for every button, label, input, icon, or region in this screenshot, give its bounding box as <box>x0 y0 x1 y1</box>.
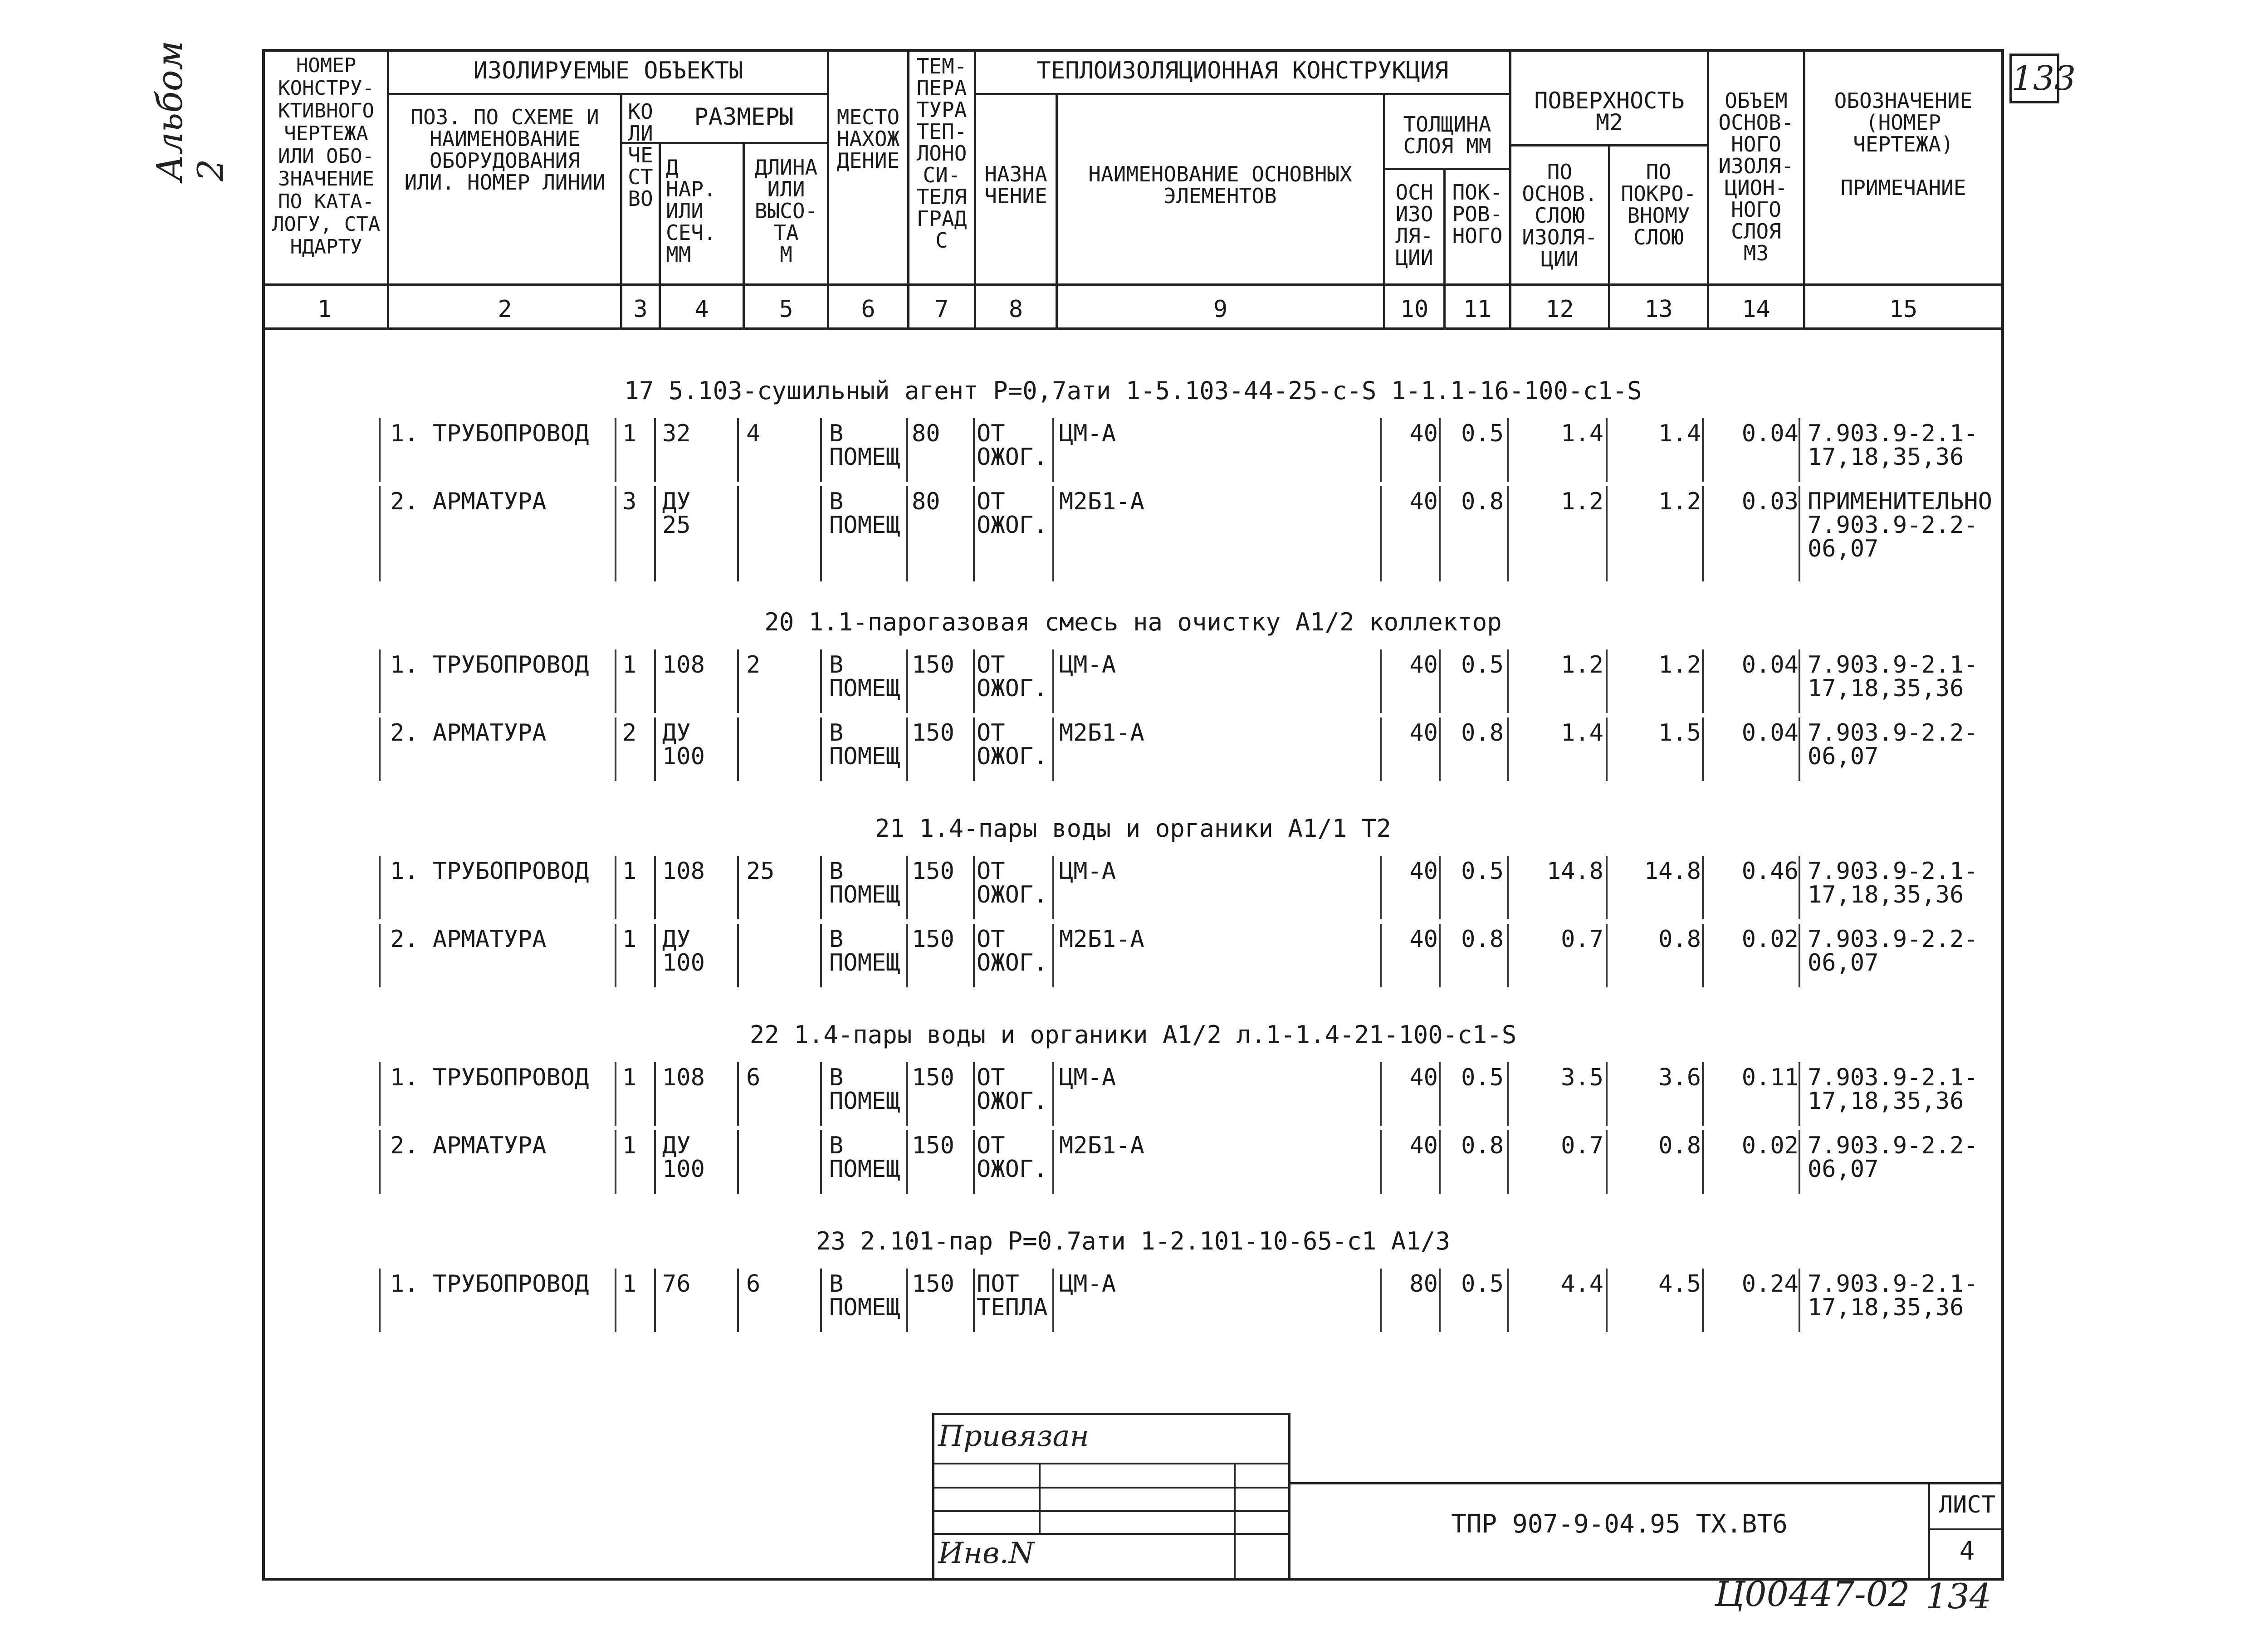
header-construction: ТЕПЛОИЗОЛЯЦИОННАЯ КОНСТРУКЦИЯ <box>1036 57 1449 84</box>
stamp-list-number: 4 <box>1959 1537 1975 1566</box>
table-cell-s-cover: 0.8 <box>1658 926 1701 953</box>
table-cell-note: 7.903.9-2.2- 06,07 <box>1808 719 1978 770</box>
table-cell-temp: 80 <box>912 488 940 515</box>
table-cell-place: В ПОМЕЩ <box>829 651 900 702</box>
row-divider <box>615 418 616 482</box>
row-divider <box>654 856 656 919</box>
row-divider <box>1507 924 1509 987</box>
table-cell-vol: 0.04 <box>1741 420 1799 447</box>
table-cell-s-cover: 1.4 <box>1658 420 1701 447</box>
table-cell-purpose: ОТ ОЖОГ. <box>977 719 1048 770</box>
row-divider <box>654 486 656 581</box>
row-divider <box>379 856 381 919</box>
side-note: Альбом 2 <box>150 40 231 181</box>
table-cell-note: 7.903.9-2.1- 17,18,35,36 <box>1808 651 1978 702</box>
table-cell-purpose: ОТ ОЖОГ. <box>977 1132 1048 1183</box>
header-c10: ОСН ИЗО ЛЯ- ЦИИ <box>1395 180 1433 270</box>
table-cell-elements: М2Б1-А <box>1059 719 1144 747</box>
row-divider <box>615 1062 616 1126</box>
row-divider <box>1439 1269 1441 1332</box>
table-cell-s-cover: 1.5 <box>1658 719 1701 747</box>
header-c14: ОБЪЕМ ОСНОВ- НОГО ИЗОЛЯ- ЦИОН- НОГО СЛОЯ М3 <box>1718 88 1794 265</box>
table-cell-place: В ПОМЕЩ <box>829 1064 900 1115</box>
table-cell-d: ДУ 100 <box>662 926 705 976</box>
table-cell-purpose: ОТ ОЖОГ. <box>977 488 1048 539</box>
row-divider <box>654 418 656 482</box>
table-cell-d: 108 <box>662 651 705 678</box>
table-cell-vol: 0.46 <box>1741 858 1799 885</box>
table-cell-note: 7.903.9-2.1- 17,18,35,36 <box>1808 420 1978 471</box>
table-cell-elements: М2Б1-А <box>1059 1132 1144 1159</box>
row-divider <box>1439 924 1441 987</box>
table-cell-t-main: 40 <box>1409 858 1438 885</box>
table-cell-t-main: 40 <box>1409 420 1438 447</box>
table-cell-qty: 1 <box>622 420 637 447</box>
row-divider <box>1799 486 1800 581</box>
row-divider <box>1507 1130 1509 1194</box>
row-divider <box>1799 418 1800 482</box>
table-cell-d: ДУ 100 <box>662 1132 705 1183</box>
row-divider <box>1702 418 1704 482</box>
col-number: 13 <box>1644 296 1673 323</box>
table-cell-temp: 150 <box>912 1132 954 1159</box>
table-cell-note: 7.903.9-2.2- 06,07 <box>1808 1132 1978 1183</box>
row-divider <box>654 1062 656 1126</box>
table-cell-t-cover: 0.5 <box>1461 1270 1504 1298</box>
table-cell-note: 7.903.9-2.1- 17,18,35,36 <box>1808 858 1978 908</box>
row-divider <box>1702 924 1704 987</box>
table-cell-len: 2 <box>746 651 761 678</box>
table-cell-purpose: ОТ ОЖОГ. <box>977 1064 1048 1115</box>
bottom-note: Ц00447-02 <box>1715 1574 1910 1614</box>
row-divider <box>1439 717 1441 781</box>
table-cell-len: 6 <box>746 1064 761 1091</box>
row-divider <box>1380 717 1382 781</box>
row-divider <box>973 649 975 713</box>
table-cell-elements: М2Б1-А <box>1059 488 1144 515</box>
row-divider <box>379 1062 381 1126</box>
table-cell-vol: 0.04 <box>1741 719 1799 747</box>
row-divider <box>820 486 822 581</box>
section-title: 21 1.4-пары воды и органики А1/1 Т2 <box>875 814 1391 843</box>
row-divider <box>1799 924 1800 987</box>
table-cell-s-cover: 4.5 <box>1658 1270 1701 1298</box>
table-cell-s-cover: 1.2 <box>1658 488 1701 515</box>
row-divider <box>379 924 381 987</box>
table-cell-pos: 2. АРМАТУРА <box>390 488 547 515</box>
table-cell-t-main: 40 <box>1409 719 1438 747</box>
row-divider <box>1439 418 1441 482</box>
row-divider <box>1380 486 1382 581</box>
table-cell-purpose: ОТ ОЖОГ. <box>977 651 1048 702</box>
col-number: 8 <box>1008 296 1023 323</box>
stamp-inv: Инв.N <box>938 1537 1034 1570</box>
table-cell-purpose: ПОТ ТЕПЛА <box>977 1270 1048 1321</box>
table-cell-d: 76 <box>662 1270 691 1298</box>
table-cell-pos: 2. АРМАТУРА <box>390 1132 547 1159</box>
row-divider <box>1606 717 1608 781</box>
table-cell-s-cover: 1.2 <box>1658 651 1701 678</box>
table-cell-qty: 1 <box>622 858 637 885</box>
table-cell-t-cover: 0.5 <box>1461 651 1504 678</box>
header-c1: НОМЕР КОНСТРУ- КТИВНОГО ЧЕРТЕЖА ИЛИ ОБО- ЗНАЧЕНИЕ ПО КАТА- ЛОГУ, СТА НДАРТУ <box>272 54 381 259</box>
header-c11: ПОК- РОВ- НОГО <box>1452 180 1503 248</box>
row-divider <box>906 1130 908 1194</box>
stamp-doc-code: ТПР 907-9-04.95 ТХ.ВТ6 <box>1451 1509 1788 1539</box>
col-number: 9 <box>1213 296 1228 323</box>
table-cell-place: В ПОМЕЩ <box>829 858 900 908</box>
table-cell-elements: ЦМ-А <box>1059 651 1116 678</box>
row-divider <box>1702 486 1704 581</box>
table-cell-s-main: 14.8 <box>1546 858 1603 885</box>
table-cell-qty: 1 <box>622 1064 637 1091</box>
header-c8: НАЗНА ЧЕНИЕ <box>984 162 1047 208</box>
row-divider <box>906 924 908 987</box>
table-cell-qty: 1 <box>622 651 637 678</box>
row-divider <box>906 649 908 713</box>
col-number: 2 <box>498 296 512 323</box>
corner-sheet-number-text: 133 <box>2012 59 2076 98</box>
row-divider <box>654 924 656 987</box>
table-cell-temp: 150 <box>912 858 954 885</box>
row-divider <box>1799 856 1800 919</box>
row-divider <box>1380 1062 1382 1126</box>
table-cell-pos: 2. АРМАТУРА <box>390 926 547 953</box>
row-divider <box>1439 1130 1441 1194</box>
table-cell-pos: 1. ТРУБОПРОВОД <box>390 1064 589 1091</box>
row-divider <box>379 486 381 581</box>
row-divider <box>973 856 975 919</box>
row-divider <box>906 1269 908 1332</box>
row-divider <box>654 1269 656 1332</box>
table-cell-t-cover: 0.8 <box>1461 488 1504 515</box>
row-divider <box>379 1269 381 1332</box>
table-cell-d: 108 <box>662 858 705 885</box>
row-divider <box>1439 486 1441 581</box>
table-cell-note: 7.903.9-2.1- 17,18,35,36 <box>1808 1064 1978 1115</box>
row-divider <box>1380 1130 1382 1194</box>
row-divider <box>1606 418 1608 482</box>
header-thickness: ТОЛЩИНА СЛОЯ ММ <box>1403 112 1491 158</box>
row-divider <box>1702 856 1704 919</box>
row-divider <box>1606 924 1608 987</box>
table-cell-purpose: ОТ ОЖОГ. <box>977 420 1048 471</box>
row-divider <box>1439 1062 1441 1126</box>
table-cell-t-main: 40 <box>1409 488 1438 515</box>
table-cell-elements: ЦМ-А <box>1059 1270 1116 1298</box>
table-cell-temp: 150 <box>912 1270 954 1298</box>
col-number: 7 <box>934 296 949 323</box>
header-c6: МЕСТО НАХОЖ ДЕНИЕ <box>836 105 900 173</box>
table-cell-s-main: 1.2 <box>1561 651 1603 678</box>
row-divider <box>379 649 381 713</box>
table-cell-t-cover: 0.5 <box>1461 858 1504 885</box>
row-divider <box>1439 649 1441 713</box>
row-divider <box>1702 1269 1704 1332</box>
table-cell-note: ПРИМЕНИТЕЛЬНО 7.903.9-2.2- 06,07 <box>1808 488 1992 562</box>
table-cell-s-cover: 0.8 <box>1658 1132 1701 1159</box>
table-cell-note: 7.903.9-2.1- 17,18,35,36 <box>1808 1270 1978 1321</box>
stamp-privyazan: Привязан <box>938 1420 1089 1453</box>
section-title: 23 2.101-пар Р=0.7ати 1-2.101-10-65-с1 А1/3 <box>816 1227 1450 1255</box>
corner-sheet-number <box>2009 54 2076 103</box>
row-divider <box>1380 649 1382 713</box>
table-cell-place: В ПОМЕЩ <box>829 488 900 539</box>
table-cell-pos: 1. ТРУБОПРОВОД <box>390 1270 589 1298</box>
header-c4: Д НАР. ИЛИ СЕЧ. ММ <box>666 155 716 267</box>
header-c2: ПОЗ. ПО СХЕМЕ И НАИМЕНОВАНИЕ ОБОРУДОВАНИЯ ИЛИ. НОМЕР ЛИНИИ <box>404 105 606 195</box>
section-title: 22 1.4-пары воды и органики А1/2 л.1-1.4-21-100-с1-S <box>749 1020 1517 1049</box>
col-number: 5 <box>779 296 793 323</box>
table-cell-place: В ПОМЕЩ <box>829 420 900 471</box>
table-cell-elements: ЦМ-А <box>1059 1064 1116 1091</box>
row-divider <box>1380 418 1382 482</box>
row-divider <box>1507 486 1509 581</box>
row-divider <box>906 418 908 482</box>
row-divider <box>906 856 908 919</box>
row-divider <box>973 1062 975 1126</box>
table-cell-t-cover: 0.8 <box>1461 1132 1504 1159</box>
row-divider <box>1507 1062 1509 1126</box>
table-cell-s-main: 0.7 <box>1561 926 1603 953</box>
table-cell-qty: 1 <box>622 926 637 953</box>
row-divider <box>1799 1130 1800 1194</box>
row-divider <box>1702 1062 1704 1126</box>
table-cell-place: В ПОМЕЩ <box>829 926 900 976</box>
table-cell-len: 4 <box>746 420 761 447</box>
table-cell-place: В ПОМЕЩ <box>829 1270 900 1321</box>
row-divider <box>1439 856 1441 919</box>
table-cell-temp: 150 <box>912 651 954 678</box>
table-cell-t-main: 80 <box>1409 1270 1438 1298</box>
col-number: 11 <box>1463 296 1492 323</box>
table-cell-s-main: 3.5 <box>1561 1064 1603 1091</box>
row-divider <box>379 1130 381 1194</box>
row-divider <box>615 1269 616 1332</box>
row-divider <box>1606 486 1608 581</box>
table-cell-temp: 80 <box>912 420 940 447</box>
table-cell-qty: 1 <box>622 1132 637 1159</box>
table-cell-qty: 1 <box>622 1270 637 1298</box>
row-divider <box>1606 1269 1608 1332</box>
row-divider <box>820 924 822 987</box>
table-cell-s-main: 1.4 <box>1561 719 1603 747</box>
table-cell-place: В ПОМЕЩ <box>829 1132 900 1183</box>
table-cell-t-main: 40 <box>1409 651 1438 678</box>
section-title: 17 5.103-сушильный агент Р=0,7ати 1-5.103-44-25-с-S 1-1.1-16-100-с1-S <box>624 376 1642 405</box>
row-divider <box>1606 649 1608 713</box>
table-cell-d: 108 <box>662 1064 705 1091</box>
table-cell-elements: ЦМ-А <box>1059 420 1116 447</box>
col-number: 10 <box>1400 296 1429 323</box>
row-divider <box>1799 1269 1800 1332</box>
row-divider <box>973 1130 975 1194</box>
row-divider <box>615 649 616 713</box>
row-divider <box>973 486 975 581</box>
row-divider <box>654 1130 656 1194</box>
table-cell-elements: ЦМ-А <box>1059 858 1116 885</box>
table-cell-temp: 150 <box>912 719 954 747</box>
table-cell-d: ДУ 100 <box>662 719 705 770</box>
table-cell-vol: 0.03 <box>1741 488 1799 515</box>
row-divider <box>906 717 908 781</box>
row-divider <box>615 1130 616 1194</box>
row-divider <box>615 486 616 581</box>
row-divider <box>1799 1062 1800 1126</box>
row-divider <box>1380 1269 1382 1332</box>
row-divider <box>615 924 616 987</box>
table-cell-s-main: 0.7 <box>1561 1132 1603 1159</box>
header-sizes: РАЗМЕРЫ <box>694 103 794 131</box>
table-cell-d: ДУ 25 <box>662 488 691 539</box>
row-divider <box>379 418 381 482</box>
table-cell-qty: 2 <box>622 719 637 747</box>
table-cell-purpose: ОТ ОЖОГ. <box>977 926 1048 976</box>
table-cell-temp: 150 <box>912 1064 954 1091</box>
row-divider <box>654 717 656 781</box>
row-divider <box>973 418 975 482</box>
table-cell-vol: 0.02 <box>1741 1132 1799 1159</box>
row-divider <box>1799 649 1800 713</box>
row-divider <box>1799 717 1800 781</box>
row-divider <box>1507 717 1509 781</box>
row-divider <box>615 856 616 919</box>
col-number: 4 <box>694 296 709 323</box>
header-c9: НАИМЕНОВАНИЕ ОСНОВНЫХ ЭЛЕМЕНТОВ <box>1088 162 1352 208</box>
table-cell-place: В ПОМЕЩ <box>829 719 900 770</box>
table-cell-len: 25 <box>746 858 775 885</box>
row-divider <box>973 1269 975 1332</box>
table-cell-qty: 3 <box>622 488 637 515</box>
header-c13: ПО ПОКРО- ВНОМУ СЛОЮ <box>1621 160 1696 249</box>
section-title: 20 1.1-парогазовая смесь на очистку А1/2 коллектор <box>764 608 1502 636</box>
table-cell-t-cover: 0.8 <box>1461 719 1504 747</box>
row-divider <box>973 717 975 781</box>
row-divider <box>654 649 656 713</box>
row-divider <box>1507 856 1509 919</box>
table-cell-t-cover: 0.5 <box>1461 420 1504 447</box>
col-number: 14 <box>1742 296 1770 323</box>
row-divider <box>1380 924 1382 987</box>
table-cell-t-main: 40 <box>1409 1132 1438 1159</box>
table-cell-note: 7.903.9-2.2- 06,07 <box>1808 926 1978 976</box>
row-divider <box>1507 1269 1509 1332</box>
table-cell-t-cover: 0.8 <box>1461 926 1504 953</box>
row-divider <box>1606 1062 1608 1126</box>
row-divider <box>615 717 616 781</box>
table-cell-t-cover: 0.5 <box>1461 1064 1504 1091</box>
table-cell-vol: 0.02 <box>1741 926 1799 953</box>
row-divider <box>906 486 908 581</box>
row-divider <box>1702 717 1704 781</box>
col-number: 6 <box>861 296 875 323</box>
header-c12: ПО ОСНОВ. СЛОЮ ИЗОЛЯ- ЦИИ <box>1522 160 1598 271</box>
row-divider <box>1380 856 1382 919</box>
table-cell-pos: 1. ТРУБОПРОВОД <box>390 651 589 678</box>
table-cell-s-main: 1.4 <box>1561 420 1603 447</box>
row-divider <box>379 717 381 781</box>
col-number: 1 <box>317 296 332 323</box>
stamp-list-label: ЛИСТ <box>1938 1491 1996 1518</box>
table-cell-temp: 150 <box>912 926 954 953</box>
row-divider <box>1606 856 1608 919</box>
table-cell-elements: М2Б1-А <box>1059 926 1144 953</box>
row-divider <box>906 1062 908 1126</box>
table-cell-vol: 0.24 <box>1741 1270 1799 1298</box>
table-cell-pos: 1. ТРУБОПРОВОД <box>390 420 589 447</box>
table-cell-pos: 1. ТРУБОПРОВОД <box>390 858 589 885</box>
table-cell-s-main: 1.2 <box>1561 488 1603 515</box>
row-divider <box>820 1130 822 1194</box>
col-number: 12 <box>1545 296 1574 323</box>
header-c15: ОБОЗНАЧЕНИЕ (НОМЕР ЧЕРТЕЖА) ПРИМЕЧАНИЕ <box>1834 88 1973 200</box>
table-cell-s-cover: 14.8 <box>1644 858 1701 885</box>
row-divider <box>1702 649 1704 713</box>
col-number: 3 <box>633 296 648 323</box>
row-divider <box>1507 649 1509 713</box>
row-divider <box>1507 418 1509 482</box>
header-surface: ПОВЕРХНОСТЬ М2 <box>1534 88 1685 136</box>
bottom-page: 134 <box>1926 1576 1992 1616</box>
row-divider <box>1606 1130 1608 1194</box>
header-objects: ИЗОЛИРУЕМЫЕ ОБЪЕКТЫ <box>473 57 743 84</box>
table-cell-s-cover: 3.6 <box>1658 1064 1701 1091</box>
header-c3: КО ЛИ ЧЕ СТ ВО <box>628 99 653 211</box>
col-number: 15 <box>1889 296 1918 323</box>
table-cell-vol: 0.04 <box>1741 651 1799 678</box>
table-cell-d: 32 <box>662 420 691 447</box>
row-divider <box>973 924 975 987</box>
table-cell-purpose: ОТ ОЖОГ. <box>977 858 1048 908</box>
row-divider <box>1702 1130 1704 1194</box>
table-cell-t-main: 40 <box>1409 1064 1438 1091</box>
table-cell-t-main: 40 <box>1409 926 1438 953</box>
table-cell-len: 6 <box>746 1270 761 1298</box>
table-cell-vol: 0.11 <box>1741 1064 1799 1091</box>
table-cell-pos: 2. АРМАТУРА <box>390 719 547 747</box>
row-divider <box>820 717 822 781</box>
header-c7: ТЕМ- ПЕРА ТУРА ТЕП- ЛОНО СИ- ТЕЛЯ ГРАД С <box>916 54 967 253</box>
table-cell-s-main: 4.4 <box>1561 1270 1603 1298</box>
header-c5: ДЛИНА ИЛИ ВЫСО- ТА М <box>754 155 818 267</box>
